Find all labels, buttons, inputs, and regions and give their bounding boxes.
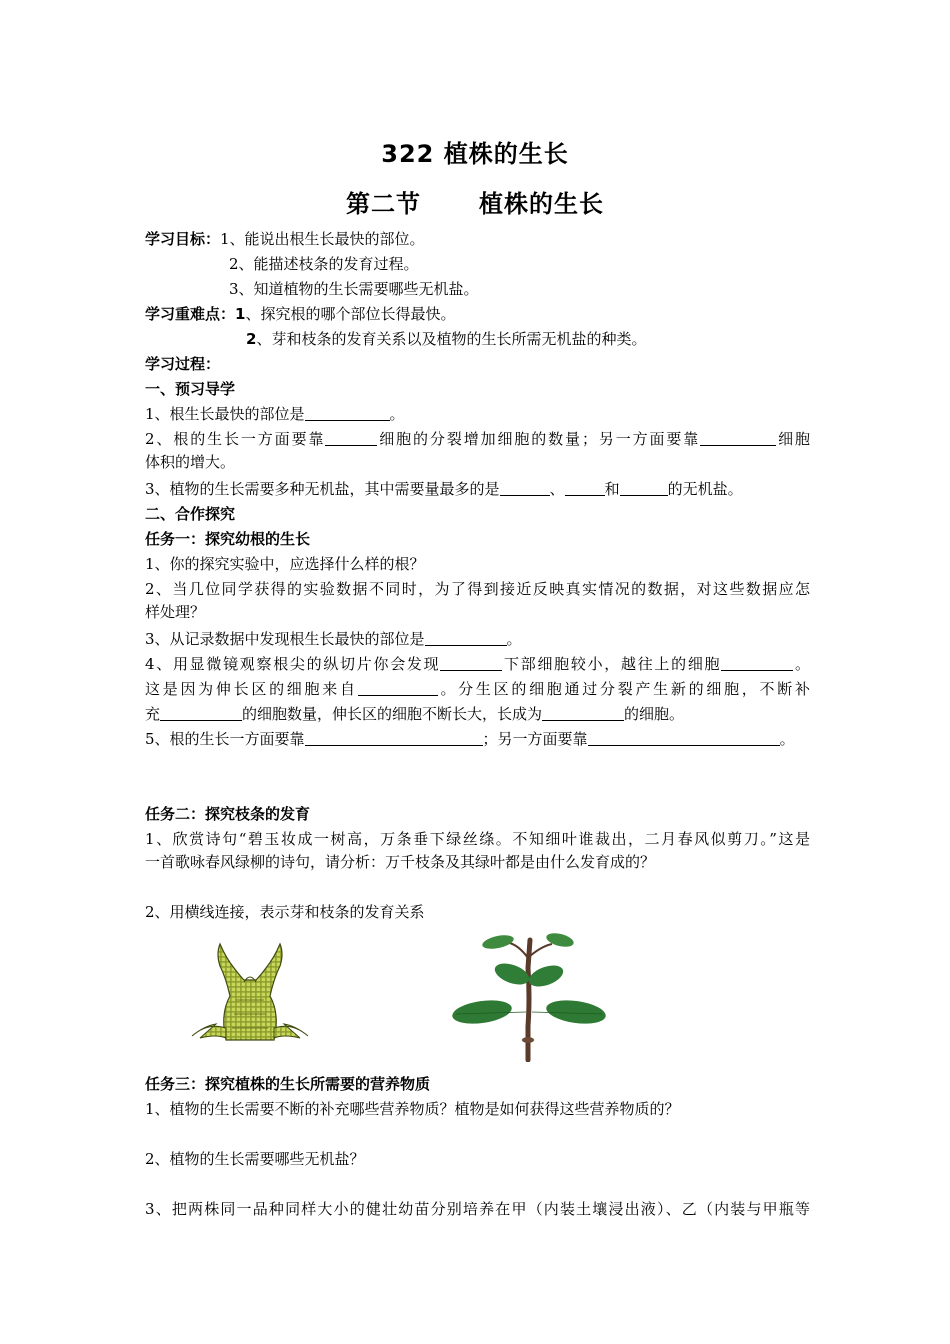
section-number: 第二节: [346, 190, 421, 218]
answer-blank[interactable]: [700, 430, 776, 446]
section1-q2-continued: 体积的增大。: [145, 453, 236, 471]
key-point-text: 、芽和枝条的发育关系以及植物的生长所需无机盐的种类。: [256, 330, 647, 348]
objective-item: 2、能描述枝条的发育过程。: [229, 255, 419, 273]
answer-blank[interactable]: [440, 655, 502, 671]
task2-q1-continued: 一首歌咏春风绿柳的诗句，请分析：万千枝条及其绿叶都是由什么发育成的？: [145, 853, 656, 871]
answer-blank[interactable]: [160, 705, 242, 721]
key-points-line-1: [145, 304, 810, 324]
task3-q2: 2、植物的生长需要哪些无机盐？: [145, 1150, 365, 1168]
answer-blank[interactable]: [305, 730, 483, 746]
objectives-label: 学习目标：: [145, 230, 221, 248]
section2-heading: 二、合作探究: [145, 505, 236, 523]
task2-heading: 任务二：探究枝条的发育: [145, 805, 311, 823]
section1-q2: 2、根的生长一方面要靠 细胞的分裂增加细胞的数量；另一方面要靠 细胞: [145, 430, 810, 448]
section1-q1: 1、根生长最快的部位是 。: [145, 405, 405, 423]
key-points-line-2: [246, 329, 911, 349]
task2-q2: 2、用横线连接，表示芽和枝条的发育关系: [145, 903, 425, 921]
answer-blank[interactable]: [325, 430, 377, 446]
task3-q1: 1、植物的生长需要不断的补充哪些营养物质？植物是如何获得这些营养物质的？: [145, 1100, 680, 1118]
task1-q3: 3、从记录数据中发现根生长最快的部位是 。: [145, 630, 522, 648]
key-point-text: 、探究根的哪个部位长得最快。: [245, 305, 456, 323]
task1-q4-line2: 这是因为伸长区的细胞来自 。分生区的细胞通过分裂产生新的细胞，不断补: [145, 680, 810, 698]
process-label: 学习过程：: [145, 355, 221, 373]
objectives-line-1: [145, 229, 810, 249]
task1-q2-continued: 样处理？: [145, 603, 206, 621]
section-title: [0, 184, 950, 219]
leafy-branch-icon: [448, 928, 612, 1062]
key-points-label: 学习重难点：: [145, 305, 236, 323]
bud-section-icon: [186, 942, 314, 1048]
objective-item: 1、能说出根生长最快的部位。: [220, 230, 425, 248]
task1-q4-line3: 充 的细胞数量，伸长区的细胞不断长大，长成为 的细胞。: [145, 705, 685, 723]
section1-heading: 一、预习导学: [145, 380, 236, 398]
answer-blank[interactable]: [620, 480, 668, 496]
answer-blank[interactable]: [588, 730, 780, 746]
key-point-number: 1: [235, 305, 246, 323]
task1-q2: 2、当几位同学获得的实验数据不同时，为了得到接近反映真实情况的数据，对这些数据应怎: [145, 580, 810, 598]
answer-blank[interactable]: [358, 680, 438, 696]
task1-q1: 1、你的探究实验中，应选择什么样的根？: [145, 555, 425, 573]
section1-q3: 3、植物的生长需要多种无机盐，其中需要量最多的是 、 和 的无机盐。: [145, 480, 743, 498]
answer-blank[interactable]: [565, 480, 605, 496]
answer-blank[interactable]: [500, 480, 550, 496]
answer-blank[interactable]: [425, 630, 507, 646]
answer-blank[interactable]: [542, 705, 624, 721]
task1-q5: 5、根的生长一方面要靠 ；另一方面要靠 。: [145, 730, 795, 748]
task1-q4: 4、用显微镜观察根尖的纵切片你会发现 下部细胞较小，越往上的细胞 。: [145, 655, 810, 673]
objective-item: 3、知道植物的生长需要哪些无机盐。: [229, 280, 479, 298]
key-point-number: 2: [246, 330, 257, 348]
section-name: 植株的生长: [479, 190, 604, 218]
task2-q1: 1、欣赏诗句“碧玉妆成一树高，万条垂下绿丝绦。不知细叶谁裁出，二月春风似剪刀。”这是: [145, 830, 810, 848]
task1-heading: 任务一：探究幼根的生长: [145, 530, 311, 548]
answer-blank[interactable]: [305, 405, 390, 421]
task3-q3: 3、把两株同一品种同样大小的健壮幼苗分别培养在甲（内装土壤浸出液）、乙（内装与甲瓶等: [145, 1200, 810, 1218]
answer-blank[interactable]: [721, 655, 793, 671]
task3-heading: 任务三：探究植株的生长所需要的营养物质: [145, 1075, 431, 1093]
document-title: 322 植株的生长: [381, 140, 569, 168]
